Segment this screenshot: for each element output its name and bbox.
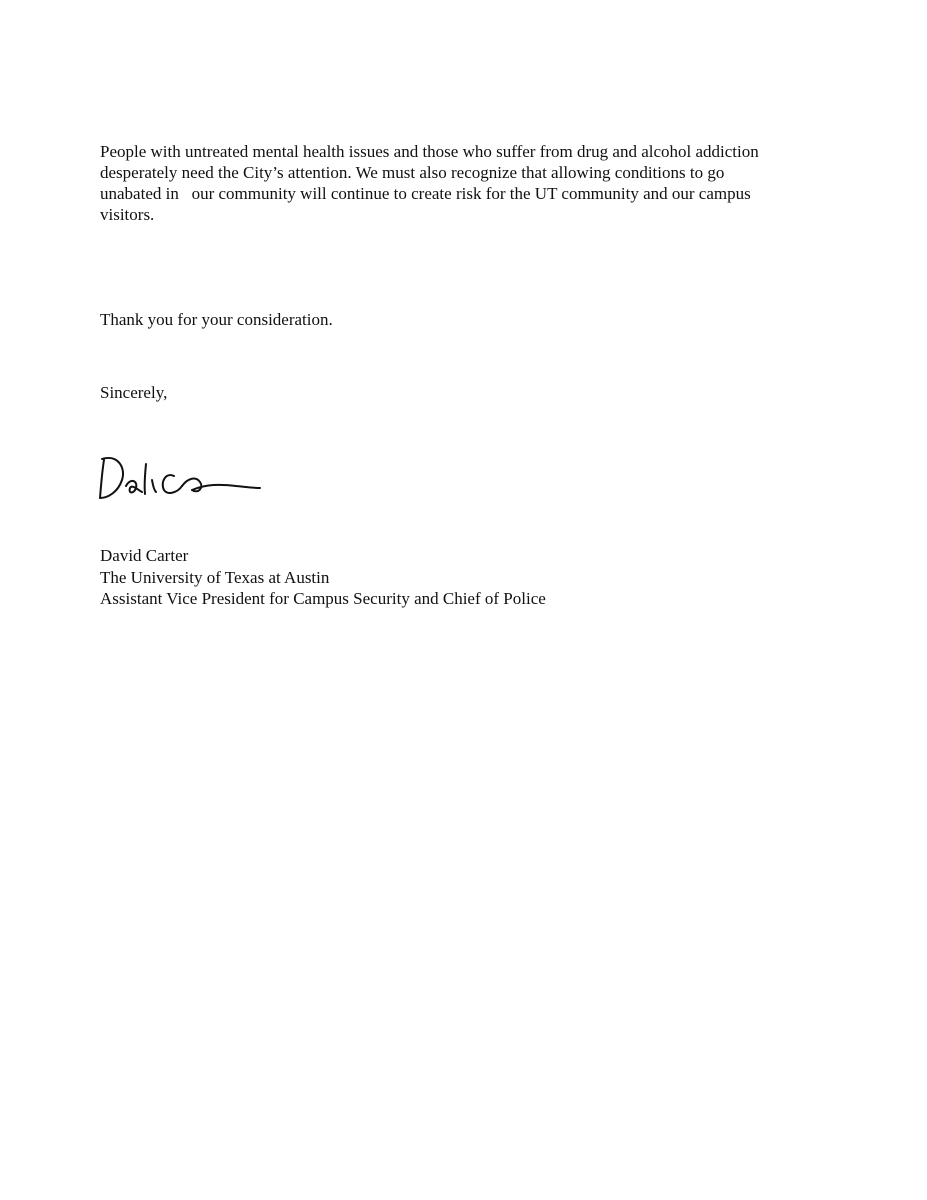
body-line: desperately need the City’s attention. We must also recognize that allowing conditions to go xyxy=(100,163,725,182)
thanks-line: Thank you for your consideration. xyxy=(100,310,333,329)
signatory-name: David Carter xyxy=(100,546,189,565)
signatory-title: Assistant Vice President for Campus Security and Chief of Police xyxy=(100,589,546,608)
signatory-institution: The University of Texas at Austin xyxy=(100,567,330,587)
signature-block xyxy=(100,545,546,610)
body-line: unabated in our community will continue to create risk for the UT community and our campus xyxy=(100,184,751,203)
body-line: People with untreated mental health issues and those who suffer from drug and alcohol addiction xyxy=(100,142,759,161)
body-paragraph xyxy=(100,141,860,225)
body-line: visitors. xyxy=(100,205,155,224)
closing-salutation: Sincerely, xyxy=(100,383,168,402)
handwritten-signature xyxy=(96,450,266,506)
